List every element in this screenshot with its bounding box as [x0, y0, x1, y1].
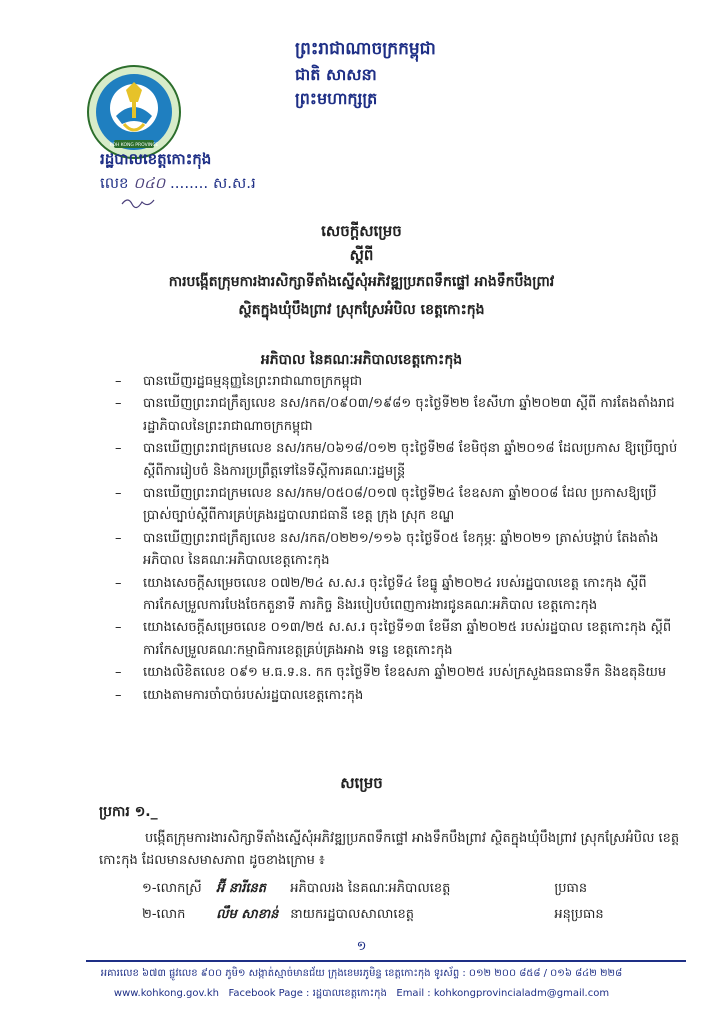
list-item: – យោងសេចក្តីសម្រេចលេខ ០៧២/២៤ ស.ស.រ ចុះថ្ងៃទី៤ ខែធ្នូ ឆ្នាំ២០២៤ របស់រដ្ឋបាលខេត្ត កោះកុង ស្តីពីការកែសម្រួលការបែងចែកតួនាទី ភារកិច្ច និងរបៀបបំពេញការងារជូនគណៈអភិបាល ខេត្តកោះកុង	[115, 575, 647, 614]
article-label: ប្រការ ១._	[99, 804, 158, 820]
legal-basis-list	[115, 371, 680, 707]
list-item: – បានឃើញព្រះរាជក្រឹត្យលេខ នស/រកត/០២២១/១១៦ ចុះថ្ងៃទី០៥ ខែកុម្ភៈ ឆ្នាំ២០២១ ត្រាស់បង្គាប់ តែងតាំង អភិបាល នៃគណៈអភិបាលខេត្តកោះកុង	[115, 530, 659, 569]
member-row	[142, 880, 644, 899]
subject-line-1: ការបង្កើតក្រុមការងារសិក្សាទីតាំងស្នើសុំអភិវឌ្ឍប្រភពទឹកផ្ទៅ អាងទឹកបឹងព្រាវ	[168, 274, 555, 290]
issuing-authority: រដ្ឋបាលខេត្តកោះកុង	[100, 150, 212, 168]
list-item: – បានឃើញព្រះរាជក្រមលេខ នស/រកម/០៦១៨/០១២ ចុះថ្ងៃទី២៨ ខែមិថុនា ឆ្នាំ២០១៨ ដែលប្រកាស ឱ្យប្រើច្បាប់ស្តីពីការរៀបចំ និងការប្រព្រឹត្តទៅនៃទីស្តីការគណៈរដ្ឋមន្ត្រី	[115, 441, 678, 479]
website-link[interactable]: www.kohkong.gov.kh	[113, 988, 219, 999]
provincial-logo	[86, 64, 182, 160]
ref-suffix: ស.ស.រ	[212, 174, 256, 192]
list-item: – យោងលិខិតលេខ ០៩១ ម.ធ.ទ.ន. កក ចុះថ្ងៃទី២ ខែឧសភា ឆ្នាំ២០២៥ របស់ក្រសួងធនធានទឹក និងឧតុនិយម	[115, 665, 667, 681]
basis-text: យោងសេចក្តីសម្រេចលេខ ០៧២/២៤ ស.ស.រ ចុះថ្ងៃទី៤ ខែធ្នូ ឆ្នាំ២០២៤ របស់រដ្ឋបាលខេត្ត កោះកុង ស្តីពីការកែសម្រួលការបែងចែកតួនាទី ភារកិច្ច និងរបៀបបំពេញការងារជូនគណៈអភិបាល ខេត្តកោះកុង	[143, 575, 647, 614]
kingdom-heading: ព្រះរាជាណាចក្រកម្ពុជា	[295, 39, 436, 59]
member-role: អនុប្រធាន	[554, 907, 604, 922]
list-item: – យោងតាមការចាំបាច់របស់រដ្ឋបាលខេត្តកោះកុង	[115, 687, 364, 703]
member-position: នាយករដ្ឋបាលសាលាខេត្ត	[290, 907, 415, 922]
member-index: ២-លោក	[142, 907, 186, 922]
ref-handwritten-number: ០៤០	[133, 174, 166, 192]
facebook-link[interactable]: Facebook Page : រដ្ឋបាលខេត្តកោះកុង	[228, 988, 387, 999]
footer-address: អគារលេខ ៦៧៣ ផ្លូវលេខ ៩០០ ភូមិ១ សង្កាត់ស្មាច់មានជ័យ ក្រុងខេមរភូមិន្ទ ខេត្តកោះកុង ទូរស័ព្ទ : ០១២ ២០០ ៨៥៨ / ០១៦ ៨៤២ ២២៨	[100, 968, 623, 979]
list-item: – យោងសេចក្តីសម្រេចលេខ ០១៣/២៥ ស.ស.រ ចុះថ្ងៃទី១៣ ខែមីនា ឆ្នាំ២០២៥ របស់រដ្ឋបាល ខេត្តកោះកុង ស្តីពីការកែសម្រួលគណៈកម្មាធិការខេត្តគ្រប់គ្រងអាង ទន្លេ ខេត្តកោះកុង	[115, 620, 672, 658]
footer-contacts	[0, 986, 723, 1001]
reference-number: លេខ ០៤០ ........ ស.ស.រ	[100, 174, 256, 192]
document-type: សេចក្តីសម្រេច	[321, 222, 402, 240]
basis-text: បានឃើញព្រះរាជក្រមលេខ នស/រកម/០៥០៨/០១៧ ចុះថ្ងៃទី២៤ ខែឧសភា ឆ្នាំ២០០៨ ដែល ប្រកាសឱ្យប្រើប្រាស់ច្បាប់ស្តីពីការគ្រប់គ្រងរដ្ឋបាលរាជធានី ខេត្ត ក្រុង ស្រុក ខណ្ឌ	[143, 486, 657, 524]
member-role: ប្រធាន	[554, 881, 588, 896]
member-index: ១-លោកស្រី	[142, 881, 202, 896]
page-number: ១	[356, 939, 367, 954]
basis-text: យោងសេចក្តីសម្រេចលេខ ០១៣/២៥ ស.ស.រ ចុះថ្ងៃទី១៣ ខែមីនា ឆ្នាំ២០២៥ របស់រដ្ឋបាល ខេត្តកោះកុង ស្តីពីការកែសម្រួលគណៈកម្មាធិការខេត្តគ្រប់គ្រងអាង ទន្លេ ខេត្តកោះកុង	[143, 620, 672, 658]
footer-divider	[86, 960, 686, 962]
list-item: – បានឃើញព្រះរាជក្រមលេខ នស/រកម/០៥០៨/០១៧ ចុះថ្ងៃទី២៤ ខែឧសភា ឆ្នាំ២០០៨ ដែល ប្រកាសឱ្យប្រើប្រាស់ច្បាប់ស្តីពីការគ្រប់គ្រងរដ្ឋបាលរាជធានី ខេត្ត ក្រុង ស្រុក ខណ្ឌ	[115, 486, 657, 524]
list-item: – បានឃើញរដ្ឋធម្មនុញ្ញនៃព្រះរាជាណាចក្រកម្ពុជា	[115, 374, 363, 389]
member-row	[142, 906, 644, 925]
handwritten-signature	[120, 194, 160, 210]
list-item: – បានឃើញព្រះរាជក្រឹត្យលេខ នស/រកត/០៩០៣/១៩៨១ ចុះថ្ងៃទី២២ ខែសីហា ឆ្នាំ២០២៣ ស្តីពី ការតែងតាំងរាជរដ្ឋាភិបាលនៃព្រះរាជាណាចក្រកម្ពុជា	[115, 396, 675, 434]
national-motto: ជាតិ សាសនា ព្រះមហាក្សត្រ	[295, 65, 378, 108]
issuing-official: អភិបាល នៃគណៈអភិបាលខេត្តកោះកុង	[260, 352, 463, 368]
article-body: បង្កើតក្រុមការងារសិក្សាទីតាំងស្នើសុំអភិវឌ្ឍប្រភពទឹកផ្ទៅ អាងទឹកបឹងព្រាវ ស្ថិតក្នុងឃុំបឹងព្រាវ ស្រុកស្រែអំបិល ខេត្តកោះកុង ដែលមានសមាសភាព ដូចខាងក្រោម ៖	[99, 831, 680, 868]
basis-text: យោងលិខិតលេខ ០៩១ ម.ធ.ទ.ន. កក ចុះថ្ងៃទី២ ខែឧសភា ឆ្នាំ២០២៥ របស់ក្រសួងធនធានទឹក និងឧតុនិយម	[143, 665, 667, 681]
decision-heading: សម្រេច	[340, 774, 383, 792]
about-label: ស្តីពី	[349, 246, 374, 264]
email-link[interactable]: Email : kohkongprovincialadm@gmail.com	[396, 988, 610, 999]
member-name: អ៊ី នារីនេត	[216, 881, 267, 896]
member-name: លឹម សាខាន់	[216, 907, 279, 922]
ref-prefix: លេខ	[100, 174, 129, 192]
subject-line-2: ស្ថិតក្នុងឃុំបឹងព្រាវ ស្រុកស្រែអំបិល ខេត្តកោះកុង	[238, 302, 485, 318]
basis-text: បានឃើញរដ្ឋធម្មនុញ្ញនៃព្រះរាជាណាចក្រកម្ពុជា	[143, 374, 363, 389]
basis-text: បានឃើញព្រះរាជក្រមលេខ នស/រកម/០៦១៨/០១២ ចុះថ្ងៃទី២៨ ខែមិថុនា ឆ្នាំ២០១៨ ដែលប្រកាស ឱ្យប្រើច្បាប់ស្តីពីការរៀបចំ និងការប្រព្រឹត្តទៅនៃទីស្តីការគណៈរដ្ឋមន្ត្រី	[143, 441, 678, 479]
basis-text: បានឃើញព្រះរាជក្រឹត្យលេខ នស/រកត/០២២១/១១៦ ចុះថ្ងៃទី០៥ ខែកុម្ភៈ ឆ្នាំ២០២១ ត្រាស់បង្គាប់ តែងតាំង អភិបាល នៃគណៈអភិបាលខេត្តកោះកុង	[143, 530, 659, 569]
member-position: អភិបាលរង នៃគណៈអភិបាលខេត្ត	[290, 881, 451, 896]
logo-text: KOH KONG PROVINCE	[109, 143, 159, 148]
basis-text: បានឃើញព្រះរាជក្រឹត្យលេខ នស/រកត/០៩០៣/១៩៨១ ចុះថ្ងៃទី២២ ខែសីហា ឆ្នាំ២០២៣ ស្តីពី ការតែងតាំងរាជរដ្ឋាភិបាលនៃព្រះរាជាណាចក្រកម្ពុជា	[143, 396, 675, 434]
basis-text: យោងតាមការចាំបាច់របស់រដ្ឋបាលខេត្តកោះកុង	[143, 687, 364, 703]
